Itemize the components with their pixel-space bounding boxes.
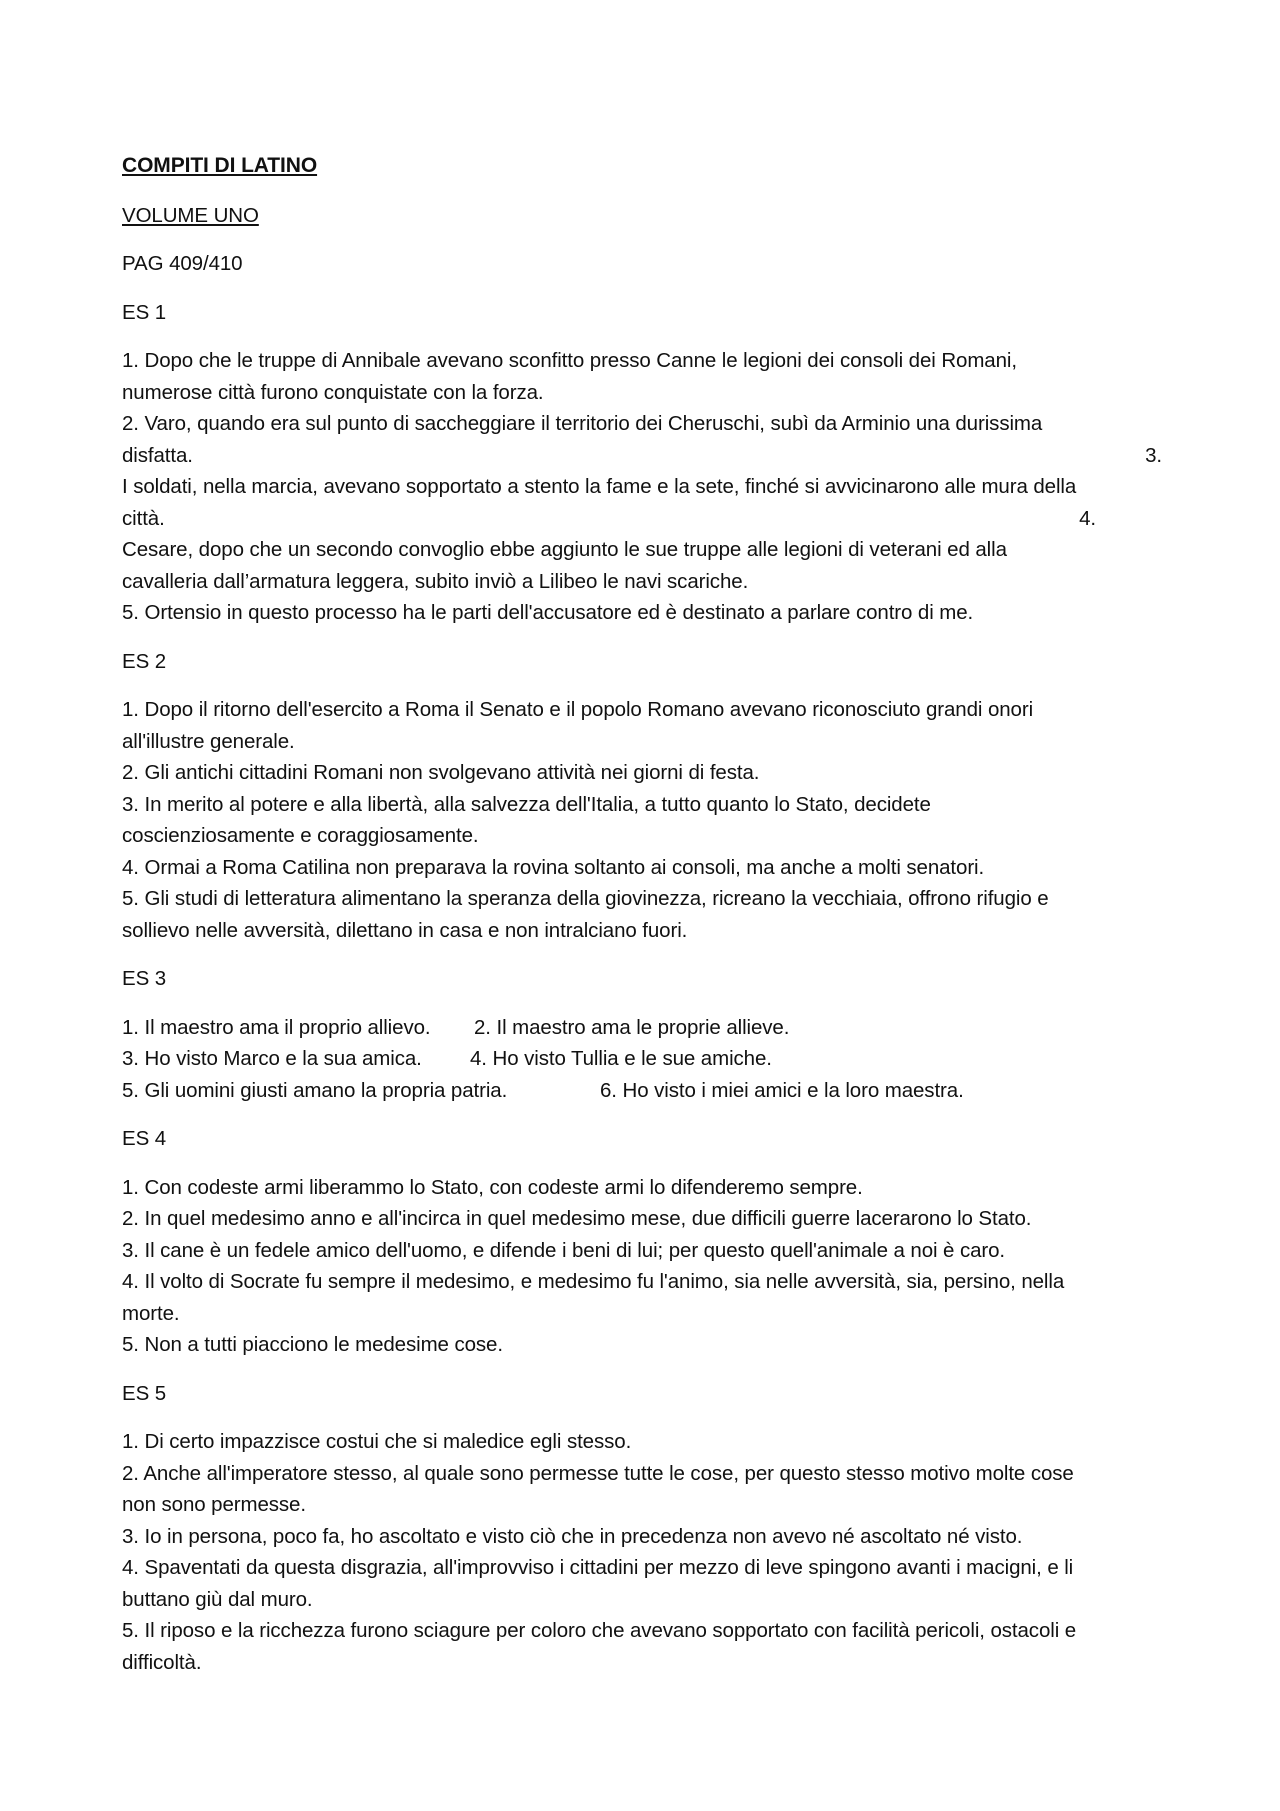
- exercise-5-line: 5. Il riposo e la ricchezza furono sciagure per coloro che avevano sopportato con facilità pericoli, ostacoli e: [122, 1619, 1077, 1642]
- exercise-2-line: 4. Ormai a Roma Catilina non preparava la rovina soltanto ai consoli, ma anche a molti senatori.: [122, 855, 985, 879]
- exercise-3-item: 5. Gli uomini giusti amano la propria patria.: [122, 1078, 508, 1102]
- exercise-4-line: 5. Non a tutti piacciono le medesime cose.: [122, 1333, 503, 1356]
- page-reference: PAG 409/410: [122, 252, 243, 275]
- document-body: [122, 150, 1162, 1695]
- volume-label: VOLUME UNO: [122, 203, 259, 227]
- document-title: COMPITI DI LATINO: [122, 154, 318, 177]
- exercise-2-text: [122, 694, 1162, 946]
- exercise-2-heading: ES 2: [122, 649, 167, 673]
- exercise-1-line: città.: [122, 506, 165, 530]
- exercise-1-line: Cesare, dopo che un secondo convoglio ebbe aggiunto le sue truppe alle legioni di veterani ed alla: [122, 538, 1007, 561]
- exercise-4-line: 4. Il volto di Socrate fu sempre il medesimo, e medesimo fu l'animo, sia nelle avversità, sia, persino, nella: [122, 1270, 1065, 1293]
- exercise-1-line: 5. Ortensio in questo processo ha le parti dell'accusatore ed è destinato a parlare contro di me.: [122, 601, 974, 624]
- exercise-5-line: 1. Di certo impazzisce costui che si maledice egli stesso.: [122, 1430, 632, 1453]
- exercise-1-text: [122, 345, 1162, 629]
- exercise-3-row: [122, 1043, 1162, 1075]
- exercise-5-line: 3. Io in persona, poco fa, ho ascoltato e visto ciò che in precedenza non avevo né ascoltato né visto.: [122, 1524, 1023, 1548]
- exercise-5-line: buttano giù dal muro.: [122, 1587, 313, 1611]
- exercise-1-line: I soldati, nella marcia, avevano sopportato a stento la fame e la sete, finché si avvicinarono alle mura della: [122, 475, 1077, 498]
- exercise-4-line: 3. Il cane è un fedele amico dell'uomo, e difende i beni di lui; per questo quell'animale a noi è caro.: [122, 1238, 1006, 1262]
- exercise-1-line: 1. Dopo che le truppe di Annibale avevano sconfitto presso Canne le legioni dei consoli dei Romani,: [122, 349, 1017, 372]
- exercise-3-item: 6. Ho visto i miei amici e la loro maestra.: [600, 1078, 964, 1102]
- exercise-4-line: 2. In quel medesimo anno e all'incirca in quel medesimo mese, due difficili guerre lacerarono lo Stato.: [122, 1207, 1032, 1230]
- exercise-1-line-number: 4.: [1079, 506, 1096, 530]
- exercise-1-line: cavalleria dall’armatura leggera, subito inviò a Lilibeo le navi scariche.: [122, 569, 749, 593]
- exercise-4-text: [122, 1172, 1162, 1361]
- exercise-1-justified-line: [122, 503, 1096, 535]
- exercise-3-row: [122, 1012, 1162, 1044]
- exercise-3-heading: ES 3: [122, 967, 167, 990]
- exercise-3-row: [122, 1075, 1162, 1107]
- exercise-5-line: difficoltà.: [122, 1650, 202, 1674]
- exercise-4-line: 1. Con codeste armi liberammo lo Stato, con codeste armi lo difenderemo sempre.: [122, 1175, 863, 1199]
- exercise-1-line-number: 3.: [1145, 443, 1162, 467]
- exercise-3-item: 3. Ho visto Marco e la sua amica.: [122, 1047, 422, 1070]
- exercise-2-line: 2. Gli antichi cittadini Romani non svolgevano attività nei giorni di festa.: [122, 761, 760, 784]
- exercise-4-line: morte.: [122, 1301, 180, 1325]
- exercise-5-line: 2. Anche all'imperatore stesso, al quale sono permesse tutte le cose, per questo stesso motivo molte cose: [122, 1461, 1074, 1485]
- exercise-1-justified-line: [122, 440, 1162, 472]
- exercise-4-heading: ES 4: [122, 1127, 167, 1150]
- exercise-1-line: 2. Varo, quando era sul punto di saccheggiare il territorio dei Cheruschi, subì da Arminio una durissima: [122, 412, 1043, 435]
- exercise-3-item: 4. Ho visto Tullia e le sue amiche.: [470, 1047, 772, 1070]
- exercise-2-line: 1. Dopo il ritorno dell'esercito a Roma il Senato e il popolo Romano avevano riconosciuto grandi onori: [122, 698, 1034, 721]
- exercise-1-line: disfatta.: [122, 443, 193, 467]
- exercise-5-line: non sono permesse.: [122, 1493, 306, 1516]
- exercise-2-line: all'illustre generale.: [122, 729, 295, 753]
- exercise-2-line: coscienziosamente e coraggiosamente.: [122, 824, 479, 847]
- exercise-2-line: 5. Gli studi di letteratura alimentano la speranza della giovinezza, ricreano la vecchiaia, offrono rifugio e: [122, 887, 1049, 910]
- exercise-3-item: 1. Il maestro ama il proprio allievo.: [122, 1015, 431, 1039]
- exercise-5-text: [122, 1426, 1162, 1678]
- exercise-1-line: numerose città furono conquistate con la forza.: [122, 380, 544, 404]
- exercise-2-line: sollievo nelle avversità, dilettano in casa e non intralciano fuori.: [122, 918, 688, 942]
- exercise-3-item: 2. Il maestro ama le proprie allieve.: [474, 1015, 790, 1039]
- exercise-5-heading: ES 5: [122, 1381, 167, 1405]
- exercise-3-text: [122, 1012, 1162, 1107]
- exercise-5-line: 4. Spaventati da questa disgrazia, all'improvviso i cittadini per mezzo di leve spingono avanti i macigni, e li: [122, 1556, 1074, 1579]
- exercise-2-line: 3. In merito al potere e alla libertà, alla salvezza dell'Italia, a tutto quanto lo Stato, decidete: [122, 792, 931, 816]
- exercise-1-heading: ES 1: [122, 300, 167, 324]
